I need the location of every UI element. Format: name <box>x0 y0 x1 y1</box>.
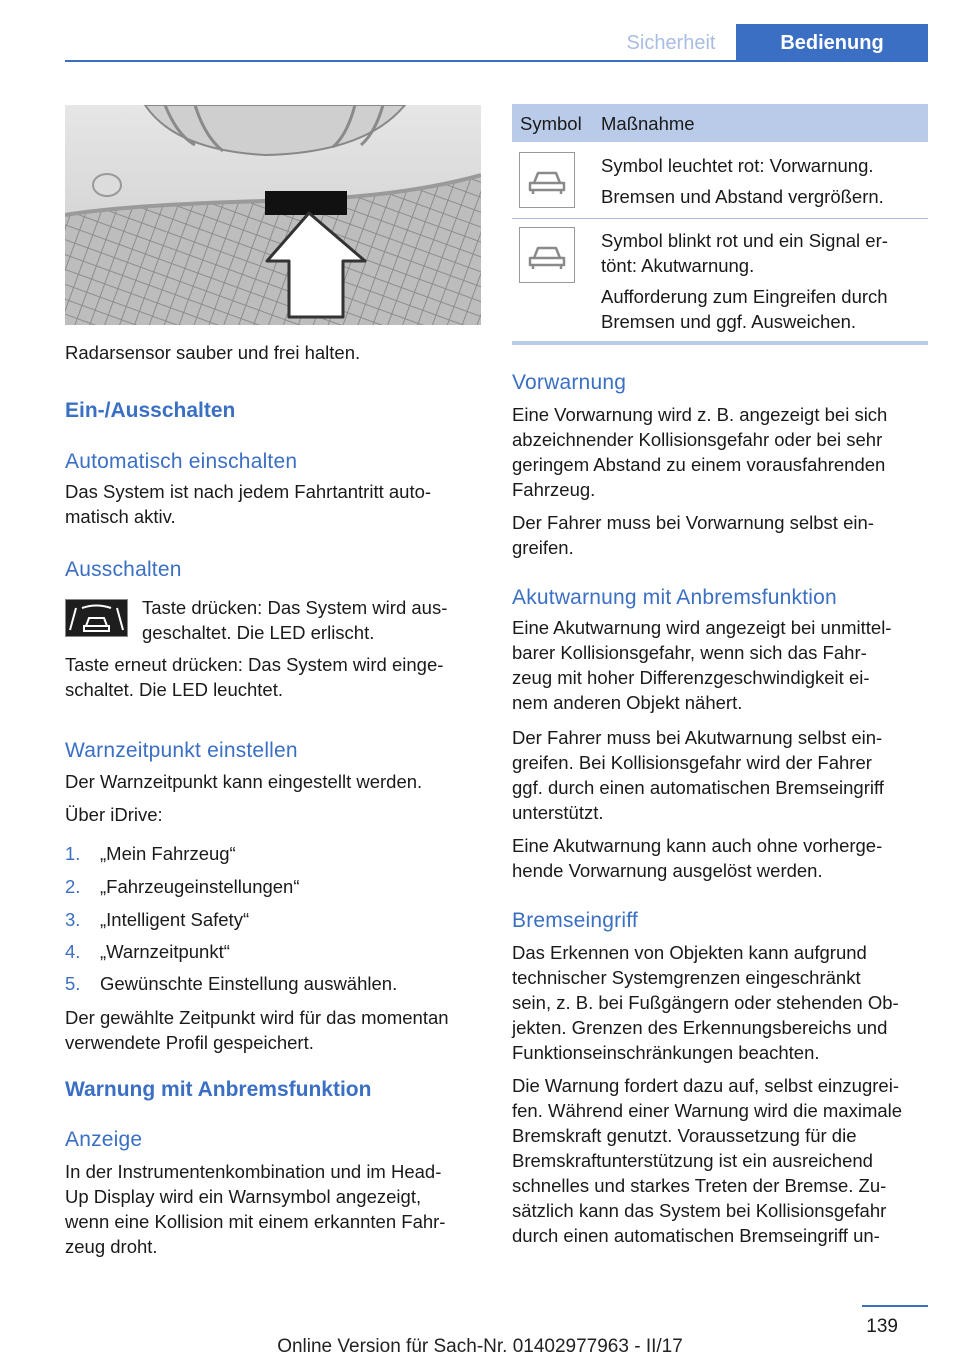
paragraph-ausschalten-button: Taste drücken: Das System wird aus- geschaltet. Die LED erlischt. <box>142 597 448 643</box>
heading-ein-ausschalten: Ein-/Ausschalten <box>65 399 236 422</box>
footer-rule <box>862 1305 928 1307</box>
table-row1-text: Symbol leuchtet rot: Vorwarnung. Bremsen und Abstand vergrößern. <box>601 155 884 207</box>
step-number: 5. <box>65 973 81 994</box>
heading-anzeige: Anzeige <box>65 1128 143 1151</box>
paragraph-ausschalten-erneut: Taste erneut drücken: Das System wird einge- schaltet. Die LED leuchtet. <box>65 654 444 700</box>
car-warning-icon <box>519 152 575 208</box>
header-rule <box>65 60 928 62</box>
heading-automatisch-einschalten: Automatisch einschalten <box>65 450 298 473</box>
online-version-footer: Online Version für Sach-Nr. 01402977963 - II/17 <box>277 1336 683 1357</box>
page-number: 139 <box>866 1316 898 1337</box>
paragraph-akut-3: Eine Akutwarnung kann auch ohne vorherge- hende Vorwarnung ausgelöst werden. <box>512 835 883 881</box>
paragraph-warnzeitpunkt: Der Warnzeitpunkt kann eingestellt werden. <box>65 771 423 792</box>
paragraph-vorwarnung-2: Der Fahrer muss bei Vorwarnung selbst ein- greifen. <box>512 512 874 558</box>
radar-sensor-photo <box>65 105 481 325</box>
heading-warnzeitpunkt: Warnzeitpunkt einstellen <box>65 739 298 762</box>
table-row2-text: Symbol blinkt rot und ein Signal er- tönt: Akutwarnung. Aufforderung zum Eingreifen durch Bremsen und ggf. Ausweichen. <box>601 230 888 332</box>
heading-akutwarnung: Akutwarnung mit Anbremsfunktion <box>512 586 837 609</box>
step-number: 1. <box>65 843 81 864</box>
paragraph-idrive: Über iDrive: <box>65 804 163 825</box>
heading-warnung-anbremsfunktion: Warnung mit Anbremsfunktion <box>65 1078 372 1101</box>
heading-bremseingriff: Bremseingriff <box>512 909 638 932</box>
table-bottom-rule <box>512 341 928 345</box>
step-number: 2. <box>65 876 81 897</box>
photo-caption: Radarsensor sauber und frei halten. <box>65 342 361 363</box>
paragraph-vorwarnung-1: Eine Vorwarnung wird z. B. angezeigt bei sich abzeichnender Kollisionsgefahr oder bei sehr geringem Abstand zu einem vorausfahrenden Fahrzeug. <box>512 404 888 500</box>
paragraph-gewaehlt: Der gewählte Zeitpunkt wird für das momentan verwendete Profil gespeichert. <box>65 1007 449 1053</box>
tab-sicherheit[interactable]: Sicherheit <box>626 31 716 54</box>
paragraph-auto: Das System ist nach jedem Fahrtantritt auto- matisch aktiv. <box>65 481 432 527</box>
step-text: Gewünschte Einstellung auswählen. <box>100 973 398 994</box>
heading-ausschalten: Ausschalten <box>65 558 182 581</box>
table-row-separator <box>512 218 928 219</box>
step-text: „Warnzeitpunkt“ <box>100 941 230 962</box>
paragraph-akut-2: Der Fahrer muss bei Akutwarnung selbst ein- greifen. Bei Kollisionsgefahr wird der Fahrer ggf. durch einen automatischen Bremseingriff unterstützt. <box>512 727 884 823</box>
intelligent-safety-button-icon <box>65 599 128 637</box>
tab-bedienung[interactable]: Bedienung <box>736 24 928 62</box>
step-number: 3. <box>65 909 81 930</box>
paragraph-brems-1: Das Erkennen von Objekten kann aufgrund technischer Systemgrenzen eingeschränkt sein, z. B. bei Fußgängern oder stehenden Ob- jekten. Grenzen des Erkennungsbereichs und Funktionseinschränkungen beachten. <box>512 942 899 1063</box>
step-number: 4. <box>65 941 81 962</box>
step-text: „Fahrzeugeinstellungen“ <box>100 876 300 897</box>
step-text: „Intelligent Safety“ <box>100 909 250 930</box>
col-massnahme: Maßnahme <box>601 113 695 134</box>
car-warning-blink-icon <box>519 227 575 283</box>
col-symbol: Symbol <box>520 113 582 134</box>
paragraph-akut-1: Eine Akutwarnung wird angezeigt bei unmittel- barer Kollisionsgefahr, wenn sich das Fahr- zeug mit hoher Differenzgeschwindigkeit ei- nem anderen Objekt nähert. <box>512 617 892 713</box>
table-header <box>512 104 928 142</box>
paragraph-anzeige: In der Instrumentenkombination und im Head- Up Display wird ein Warnsymbol angezeigt, wenn eine Kollision mit einem erkannten Fahr- zeug droht. <box>65 1161 446 1257</box>
step-text: „Mein Fahrzeug“ <box>100 843 236 864</box>
paragraph-brems-2: Die Warnung fordert dazu auf, selbst einzugrei- fen. Während einer Warnung wird die maximale Bremskraft genutzt. Voraussetzung für die Bremskraftunterstützung ist ein ausreichend schnelles und starkes Treten der Bremse. Zu- sätzlich kann das System bei Kollisionsgefahr durch einen automatischen Bremseingriff un- <box>512 1075 903 1246</box>
heading-vorwarnung: Vorwarnung <box>512 371 627 394</box>
